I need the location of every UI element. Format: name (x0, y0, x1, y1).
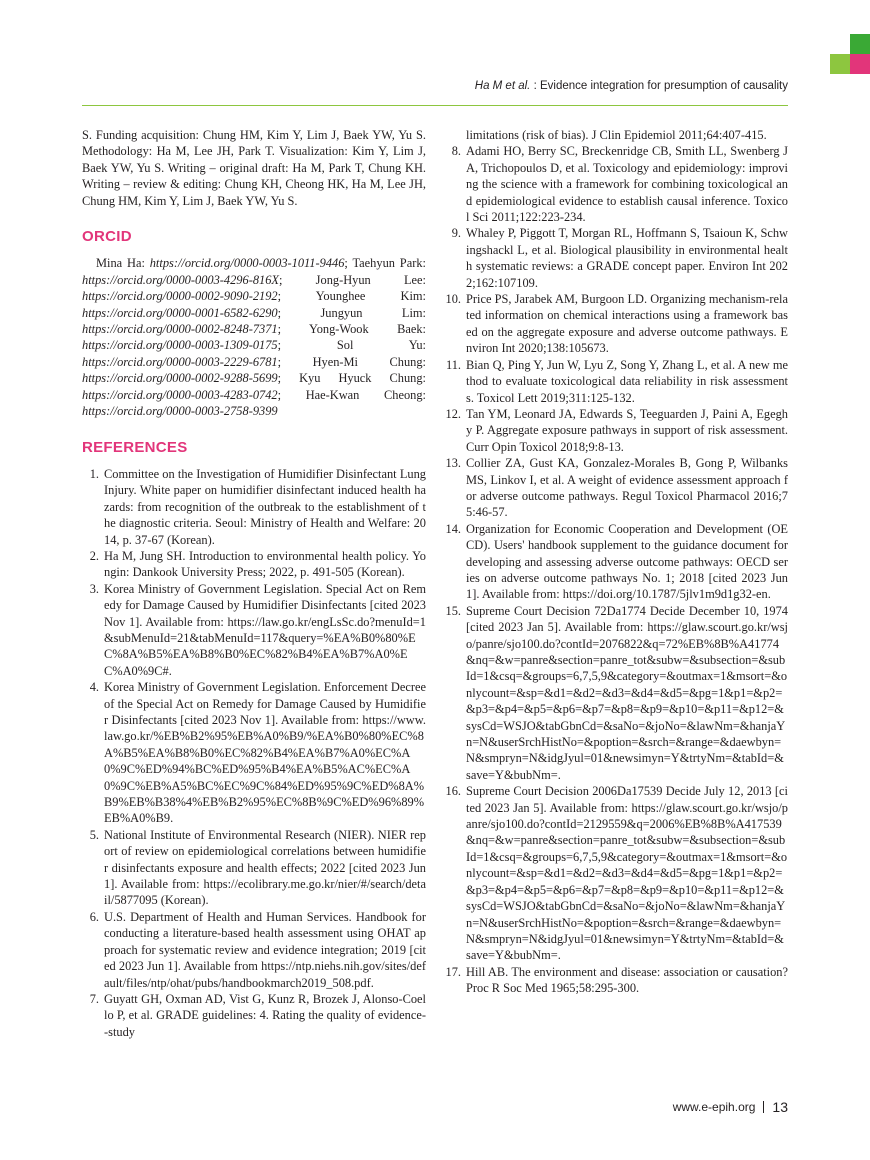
header-separator: : (530, 80, 540, 92)
page-number: 13 (772, 1099, 788, 1115)
orcid-separator: ; (277, 354, 313, 369)
orcid-separator: ; (277, 322, 309, 337)
reference-number: 6. (89, 909, 99, 924)
reference-item (444, 521, 788, 603)
reference-number: 13. (445, 456, 461, 471)
author-contributions: S. Funding acquisition: Chung HM, Kim Y, Lim J, Baek YW, Yu S. Methodology: Ha M, Lee JH, Park T. Visualization: Kim Y, Lim J, Baek YW, Yu S. Writing – original draft: Ha M, Park T, Chung KH. Writing – review & editing: Chung KH, Cheong HK, Ha M, Lee JH, Chung HM, Kim Y, Lim J, Baek YW, Yu S. (82, 128, 426, 208)
reference-item (444, 603, 788, 783)
reference-text: Bian Q, Ping Y, Jun W, Lyu Z, Song Y, Zhang L, et al. A new method to evaluate toxicological data reliability in risk assessments. Toxicol Lett 2019;311:125-132. (466, 357, 788, 405)
orcid-link[interactable]: https://orcid.org/0000-0003-4296-816X (82, 272, 279, 287)
reference-item (444, 357, 788, 406)
orcid-link[interactable]: https://orcid.org/0000-0003-4283-0742 (82, 387, 278, 402)
orcid-link[interactable]: https://orcid.org/0000-0001-6582-6290 (82, 305, 278, 320)
orcid-author-name: Hae-Kwan Cheong: (305, 387, 426, 402)
reference-number: 5. (89, 827, 99, 842)
orcid-link[interactable]: https://orcid.org/0000-0003-1309-0175 (82, 338, 278, 353)
reference-text: Committee on the Investigation of Humidifier Disinfectant Lung Injury. White paper on humidifier disinfectant induced health hazards: from recognition of the outbreak to the establishment of the diagnostic criteria. Seoul: Ministry of Health and Welfare: 2014, p. 37-67 (Korean). (104, 466, 426, 547)
reference-number: 16. (445, 784, 461, 799)
orcid-author-name: Kyu Hyuck Chung: (299, 371, 426, 386)
right-column (444, 127, 788, 997)
reference-text: Supreme Court Decision 2006Da17539 Decide July 12, 2013 [cited 2023 Jan 5]. Available from: https://glaw.scourt.go.kr/wsjo/panre/sjo100.do?contId=2129559&q=2006%EB%8B%A417539&nq=&w=panre&section=panre_tot&subw=&subsection=&subId=1&csq=&groups=6,7,5,9&category=&outmax=1&msort=&onlycount=&sp=&d1=&d2=&d3=&d4=&d5=&pg=1&p1=&p2=&p3=&p4=&p5=&p6=&p7=&p8=&p9=&p10=&p11=&p12=&sysCd=WSJO&tabGbnCd=&saNo=&joNo=&lawNm=&hanjaYn=N&userSrchHistNo=&poption=&srch=&range=&daewbyn=N&smpryn=N&idgJyul=01&newsimyn=Y&trtyNm=&tabId=&save=Y&bubNm=. (466, 784, 788, 963)
reference-number: 12. (445, 406, 461, 421)
reference-number: 14. (445, 521, 461, 536)
reference-number: 7. (89, 991, 99, 1006)
reference-continuation (444, 127, 788, 143)
reference-number: 9. (451, 226, 461, 241)
orcid-author-name: Mina Ha: (96, 256, 150, 271)
reference-text: National Institute of Environmental Research (NIER). NIER report of review on epidemiological correlations between humidifier disinfectants exposure and health effects; 2022 [cited 2023 Jun 1]. Available from: https://ecolibrary.me.go.kr/nier/#/search/detail/5877095 (Korean). (104, 827, 426, 908)
reference-item (444, 964, 788, 997)
reference-number: 10. (445, 292, 461, 307)
reference-item (444, 406, 788, 455)
reference-number: 3. (89, 581, 99, 596)
reference-text: Hill AB. The environment and disease: association or causation? Proc R Soc Med 1965;58:295-300. (466, 964, 788, 996)
orcid-author-name: Sol Yu: (336, 338, 426, 353)
page-footer (673, 1099, 788, 1115)
orcid-separator: ; (277, 338, 337, 353)
reference-item (444, 783, 788, 963)
reference-number: 11. (445, 357, 461, 372)
reference-text: Collier ZA, Gust KA, Gonzalez-Morales B, Gong P, Wilbanks MS, Linkov I, et al. A weight of evidence assessment approach for adverse outcome pathways. Regul Toxicol Pharmacol 2016;75:46-57. (466, 456, 788, 520)
orcid-separator: ; (277, 305, 321, 320)
corner-square-dark-green (850, 34, 870, 54)
reference-item (82, 466, 426, 548)
reference-item (444, 455, 788, 521)
references-list-right (444, 127, 788, 997)
left-column (82, 127, 426, 1040)
header-title: Evidence integration for presumption of causality (539, 80, 788, 92)
reference-number: 8. (451, 144, 461, 159)
reference-text: Adami HO, Berry SC, Breckenridge CB, Smith LL, Swenberg JA, Trichopoulos D, et al. Toxicology and epidemiology: improving the science with a framework for combining toxicological and epidemiological evidence to establish causal inference. Toxicol Sci 2011;122:223-234. (466, 144, 788, 225)
orcid-link[interactable]: https://orcid.org/0000-0002-8248-7371 (82, 322, 278, 337)
reference-text: Korea Ministry of Government Legislation. Special Act on Remedy for Damage Caused by Humidifier Disinfectants [cited 2023 Nov 1]. Available from: https://law.go.kr/engLsSc.do?menuId=1&subMenuId=21&tabMenuId=117&query=%EA%B0%80%EC%8A%B5%EA%B8%B0%EC%82%B4%EA%B7%A0%EC%A0%9C#. (104, 581, 426, 678)
orcid-link[interactable]: https://orcid.org/0000-0002-9288-5699 (82, 371, 278, 386)
reference-item (82, 827, 426, 909)
reference-text: Ha M, Jung SH. Introduction to environmental health policy. Yongin: Dankook University Press; 2022, p. 491-505 (Korean). (104, 548, 426, 580)
header-rule (82, 105, 788, 106)
corner-square-pink (850, 54, 870, 74)
reference-number: 17. (445, 964, 461, 979)
orcid-link[interactable]: https://orcid.org/0000-0003-1011-9446 (149, 256, 345, 271)
orcid-author-name: Jong-Hyun Lee: (315, 272, 426, 287)
footer-divider (763, 1101, 764, 1113)
reference-text: Whaley P, Piggott T, Morgan RL, Hoffmann S, Tsaioun K, Schwingshackl L, et al. Biological plausibility in environmental health systematic reviews: a GRADE concept paper. Environ Int 2022;162:107109. (466, 226, 788, 290)
reference-text: Tan YM, Leonard JA, Edwards S, Teeguarden J, Paini A, Egeghy P. Aggregate exposure pathways in support of risk assessment. Curr Opin Toxicol 2018;9:8-13. (466, 406, 788, 454)
reference-number: 2. (89, 548, 99, 563)
reference-continuation-text: limitations (risk of bias). J Clin Epidemiol 2011;64:407-415. (466, 128, 767, 142)
corner-square-light-green (830, 54, 850, 74)
reference-item (444, 291, 788, 357)
reference-text: Organization for Economic Cooperation and Development (OECD). Users' handbook supplement to the guidance document for developing and assessing adverse outcome pathways: OECD series on adverse outcome pathways No. 1; 2018 [cited 2023 Jun 1]. Available from: https://doi.org/10.1787/5jlv1m9d1g32-en. (466, 521, 788, 602)
orcid-list (82, 255, 426, 419)
reference-item (444, 143, 788, 225)
orcid-author-name: Younghee Kim: (315, 289, 426, 304)
orcid-separator: ; (277, 387, 306, 402)
reference-text: Price PS, Jarabek AM, Burgoon LD. Organizing mechanism-related information on chemical interactions using a framework based on the aggregate exposure and adverse outcome pathways. Environ Int 2020;138:105673. (466, 292, 788, 356)
orcid-link[interactable]: https://orcid.org/0000-0003-2758-9399 (82, 404, 278, 419)
journal-site: www.e-epih.org (672, 1100, 756, 1114)
orcid-separator: ; (277, 289, 316, 304)
orcid-separator: ; (278, 272, 316, 287)
header-authors: Ha M et al. (474, 80, 531, 92)
orcid-author-name: Taehyun Park: (352, 256, 426, 271)
orcid-separator: ; (277, 371, 300, 386)
reference-item (82, 581, 426, 679)
reference-item (444, 225, 788, 291)
orcid-author-name: Jungyun Lim: (320, 305, 426, 320)
running-header (0, 80, 788, 92)
orcid-link[interactable]: https://orcid.org/0000-0003-2229-6781 (82, 354, 278, 369)
reference-text: Korea Ministry of Government Legislation. Enforcement Decree of the Special Act on Remedy for Damage Caused by Humidifier Disinfectants [cited 2023 Nov 1]. Available from: https://www.law.go.kr/%EB%B2%95%EB%A0%B9/%EA%B0%80%EC%8A%B5%EA%B8%B0%EC%82%B4%EA%B7%A0%EC%A0%9C%ED%94%BC%ED%95%B4%EA%B5%AC%EC%A0%9C%EB%A5%BC%EC%9C%84%ED%95%9C%ED%8A%B9%EB%B38%4%EB%B2%95%EC%8B%9C%ED%96%89%EB%A0%B9. (104, 680, 426, 826)
reference-item (82, 909, 426, 991)
reference-number: 4. (89, 680, 99, 695)
reference-number: 1. (89, 466, 99, 481)
references-list-left (82, 466, 426, 1040)
reference-item (82, 991, 426, 1040)
references-heading: REFERENCES (82, 438, 188, 456)
reference-number: 15. (445, 603, 461, 618)
orcid-link[interactable]: https://orcid.org/0000-0002-9090-2192 (82, 289, 278, 304)
orcid-heading: ORCID (82, 228, 132, 246)
orcid-author-name: Yong-Wook Baek: (308, 322, 426, 337)
reference-text: Guyatt GH, Oxman AD, Vist G, Kunz R, Brozek J, Alonso-Coello P, et al. GRADE guidelines: 4. Rating the quality of evidence--study (104, 991, 426, 1039)
orcid-separator: ; (344, 256, 353, 271)
reference-text: Supreme Court Decision 72Da1774 Decide December 10, 1974 [cited 2023 Jan 5]. Available from: https://glaw.scourt.go.kr/wsjo/panre/sjo100.do?contId=2076822&q=72%EB%8B%A41774&nq=&w=panre&section=panre_tot&subw=&subsection=&subId=1&csq=&groups=6,7,5,9&category=&outmax=1&msort=&onlycount=&sp=&d1=&d2=&d3=&d4=&d5=&pg=1&p1=&p2=&p3=&p4=&p5=&p6=&p7=&p8=&p9=&p10=&p11=&p12=&sysCd=WSJO&tabGbnCd=&saNo=&joNo=&lawNm=&hanjaYn=N&userSrchHistNo=&poption=&srch=&range=&daewbyn=N&smpryn=N&idgJyul=01&newsimyn=Y&trtyNm=&tabId=&save=Y&bubNm=. (466, 603, 788, 782)
orcid-author-name: Hyen-Mi Chung: (312, 354, 427, 369)
reference-item (82, 679, 426, 827)
reference-item (82, 548, 426, 581)
reference-text: U.S. Department of Health and Human Services. Handbook for conducting a literature-based health assessment using OHAT approach for systematic review and evidence integration; 2019 [cited 2023 Jun 1]. Available from https://ntp.niehs.nih.gov/sites/default/files/ntp/ohat/pubs/handbookmarch2019_508.pdf. (104, 909, 426, 990)
